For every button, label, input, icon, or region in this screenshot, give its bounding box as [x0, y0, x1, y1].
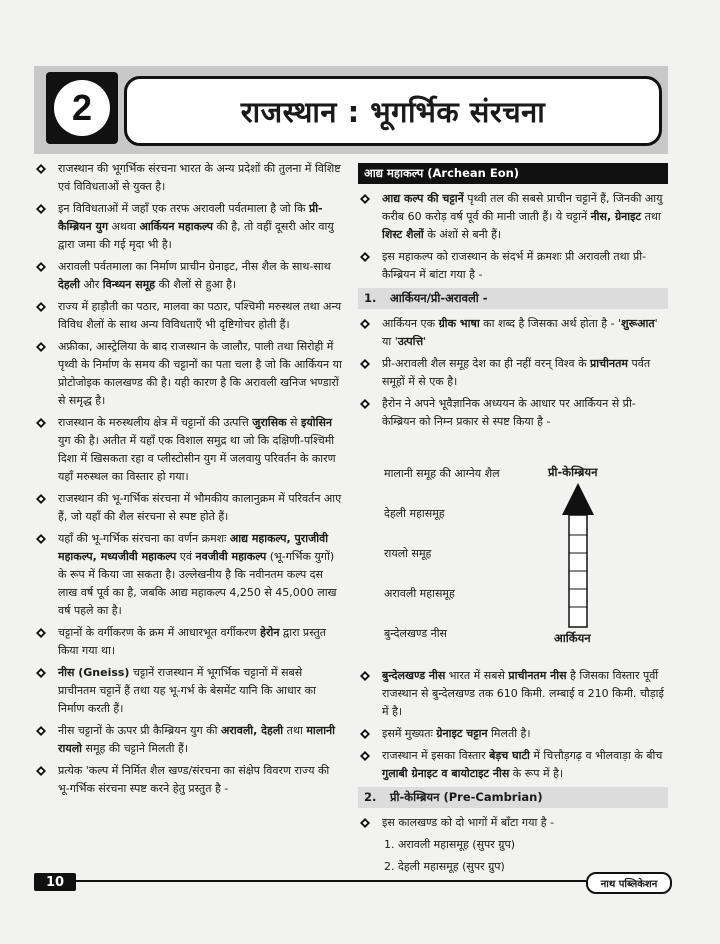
- bold-term: इयोसिन: [300, 416, 332, 429]
- diagram-label: अरावली महासमूह: [384, 587, 455, 600]
- diamond-bullet-icon: [36, 164, 46, 174]
- bullet-text: है जिसका विस्तार पूर्वी राजस्थान से बुन्देलखण्ड तक 610 किमी. लम्बाई व 210 किमी. चौड़ाई में है।: [382, 669, 664, 718]
- bold-term: गुलाबी ग्रेनाइट व बायोटाइट नीस: [382, 767, 510, 780]
- bullet-text: से: [286, 416, 301, 429]
- bullet-text: इन विविधताओं में जहाँ एक तरफ अरावली पर्वतमाला है जो कि: [58, 202, 309, 215]
- diamond-bullet-icon: [360, 359, 370, 369]
- bold-term: प्राचीनतम नीस: [508, 669, 567, 682]
- bold-term: नवजीवी महाकल्प: [195, 550, 267, 563]
- bullet-text: राजस्थान की भूगर्भिक संरचना भारत के अन्य प्रदेशों की तुलना में विशिष्ट एवं विविधताओं से युक्त है।: [58, 162, 341, 193]
- diagram-bottom-label: आर्कियन: [554, 631, 591, 645]
- bold-term: शुरूआत: [621, 317, 655, 330]
- bullet-text: तथा: [641, 210, 661, 223]
- bold-term: अरावली, देहली: [220, 724, 284, 737]
- list-item: 1. अरावली महासमूह (सुपर ग्रुप): [384, 838, 515, 851]
- bullet-text: इसमें मुख्यतः: [382, 727, 437, 740]
- bold-term: ग्रेनाइट चट्टान: [436, 727, 488, 740]
- list-item: 2. देहली महासमूह (सुपर ग्रुप): [384, 860, 505, 873]
- bullet-item: [34, 414, 342, 486]
- bullet-text: एवं: [176, 550, 196, 563]
- bullet-item: [358, 355, 668, 391]
- bullet-item: [358, 814, 668, 832]
- footer-rule: [76, 880, 586, 882]
- bold-term: शिस्ट शैलों: [382, 228, 424, 241]
- bold-term: बुन्देलखण्ड नीस: [382, 669, 446, 682]
- bold-term: जुरासिक: [252, 416, 287, 429]
- diamond-bullet-icon: [36, 204, 46, 214]
- bullet-text: अफ्रीका, आस्ट्रेलिया के बाद राजस्थान के जालौर, पाली तथा सिरोही में पृथ्वी के निर्माण के समय की चट्टानों का पता चला है जो कि आर्कियन या प्रोटोजोइक कालखण्ड की है। यही कारण है कि अरावली खनिज भण्डारों से समृद्ध है।: [58, 340, 342, 407]
- bullet-text: समूह की चट्टाने मिलती हैं।: [82, 742, 189, 755]
- bullet-item: [358, 315, 668, 351]
- bullet-text: की शैलों से हुआ है।: [155, 278, 237, 291]
- diamond-bullet-icon: [360, 751, 370, 761]
- diamond-bullet-icon: [360, 319, 370, 329]
- diamond-bullet-icon: [36, 342, 46, 352]
- bullet-item: [358, 395, 668, 431]
- bullet-text: पर्वत समूहों में से एक है।: [382, 357, 651, 388]
- bullet-text: राजस्थान की भू-गर्भिक संरचना में भौमकीय कालानुक्रम में परिवर्तन आए हैं, जो यहाँ की शैल संरचना से स्पष्ट होते हैं।: [58, 492, 342, 523]
- bullet-item: [34, 298, 342, 334]
- bullet-item: [34, 624, 342, 660]
- bullet-text: के रूप में है।: [509, 767, 564, 780]
- subsection-number: 1.: [364, 291, 377, 305]
- chapter-title: राजस्थान : भूगर्भिक संरचना: [124, 76, 662, 146]
- bullet-text: (भू-गर्भिक युगों) के रूप में किया जा सकता है। उल्लेखनीय है कि नवीनतम कल्प दस लाख वर्ष पूर्व का है, जबकि आद्य महाकल्प 4,250 से 45,000 लाख वर्ष पहले का है।: [58, 550, 337, 617]
- up-arrow-icon: [558, 483, 598, 629]
- bullet-item: [34, 338, 342, 410]
- bold-term: मालानी रायलो: [58, 724, 336, 755]
- bullet-text: अरावली पर्वतमाला का निर्माण प्राचीन ग्रेनाइट, नीस शैल के साथ-साथ: [58, 260, 331, 273]
- bullet-text: चट्टानों के वर्गीकरण के क्रम में आधारभूत वर्गीकरण: [58, 626, 261, 639]
- publisher-badge: नाथ पब्लिकेशन: [586, 872, 672, 894]
- bullet-text: प्री-अरावली शैल समूह देश का ही नहीं वरन् विश्व के: [382, 357, 591, 370]
- diamond-bullet-icon: [36, 668, 46, 678]
- bullet-text: आर्कियन एक: [382, 317, 439, 330]
- diamond-bullet-icon: [36, 494, 46, 504]
- bold-term: बेड़च घाटी: [489, 749, 530, 762]
- bold-term: प्री-कैम्ब्रियन युग: [58, 202, 323, 233]
- diagram-label: मालानी समूह की आग्नेय शैल: [384, 467, 500, 480]
- bullet-item: [34, 160, 342, 196]
- diamond-bullet-icon: [36, 628, 46, 638]
- bold-term: नीस (Gneiss): [58, 666, 130, 679]
- bold-term: विन्ध्यन समूह: [102, 278, 156, 291]
- bullet-text: हैरोन ने अपने भूवैज्ञानिक अध्ययन के आधार पर आर्कियन से प्री-केम्ब्रियन को निम्न प्रकार से स्पष्ट किया है -: [382, 397, 636, 428]
- diamond-bullet-icon: [360, 671, 370, 681]
- bold-term: नीस, ग्रेनाइट: [590, 210, 642, 223]
- diagram-label: बुन्देलखण्ड नीस: [384, 627, 447, 640]
- diagram-label: रायलो समूह: [384, 547, 432, 560]
- chapter-badge: [46, 72, 118, 144]
- bullet-text: राजस्थान में इसका विस्तार: [382, 749, 490, 762]
- bullet-item: [34, 490, 342, 526]
- diamond-bullet-icon: [36, 262, 46, 272]
- diamond-bullet-icon: [36, 302, 46, 312]
- bullet-text: तथा: [283, 724, 307, 737]
- bullet-text: की है, तो वहीं दूसरी ओर वायु द्वारा जमा की गई मृदा भी है।: [58, 220, 334, 251]
- bold-term: आद्य कल्प की चट्टानें: [382, 192, 464, 205]
- bullet-text: इस कालखण्ड को दो भागों में बाँटा गया है -: [382, 816, 555, 829]
- chapter-number: 2: [54, 80, 110, 136]
- diamond-bullet-icon: [360, 252, 370, 262]
- bullet-item: [34, 258, 342, 294]
- bundelkhand-bullets: [358, 667, 668, 783]
- subsection-title: आर्कियन/प्री-अरावली -: [390, 291, 488, 305]
- bullet-text: इस महाकल्प को राजस्थान के संदर्भ में क्रमशः प्री अरावली तथा प्री-कैम्ब्रियन में बांटा गया है -: [382, 250, 647, 281]
- bold-term: देहली: [58, 278, 80, 291]
- rock-sequence-diagram: [358, 439, 668, 661]
- bullet-item: [34, 722, 342, 758]
- bold-term: प्राचीनतम: [590, 357, 628, 370]
- bullet-text: द्वारा प्रस्तुत किया गया था।: [58, 626, 327, 657]
- bullet-item: [358, 667, 668, 721]
- diamond-bullet-icon: [360, 818, 370, 828]
- right-column: [358, 163, 668, 880]
- bullet-item: [34, 530, 342, 620]
- bullet-text: प्रत्येक 'कल्प में निर्मित शैल खण्ड/संरचना का संक्षेप विवरण राज्य की भू-गर्भिक संरचना स्पष्ट करने हेतु प्रस्तुत है -: [58, 764, 330, 795]
- subsection-heading-precambrian: [358, 787, 668, 808]
- bullet-item: [358, 190, 668, 244]
- diamond-bullet-icon: [36, 534, 46, 544]
- bullet-text: पृथ्वी तल की सबसे प्राचीन चट्टानें हैं, जिनकी आयु करीब 60 करोड़ वर्ष पूर्व की मानी जाती हैं। ये चट्टानें: [382, 192, 663, 223]
- bullet-item: [358, 747, 668, 783]
- bold-term: आर्कियन महाकल्प: [139, 220, 213, 233]
- precambrian-bullets: [358, 814, 668, 832]
- diamond-bullet-icon: [360, 194, 370, 204]
- bullet-item: [358, 725, 668, 743]
- subsection-number: 2.: [364, 790, 377, 804]
- bold-term: उत्पत्ति: [397, 335, 424, 348]
- diamond-bullet-icon: [36, 766, 46, 776]
- bullet-text: अथवा: [108, 220, 140, 233]
- left-column: [34, 160, 342, 802]
- bullet-text: चट्टानें राजस्थान में भूगर्भिक चट्टानों में सबसे प्राचीनतम चट्टानें हैं तथा यह भू-गर्भ के बेसमेंट यानि कि आधार का निर्माण करती हैं।: [58, 666, 316, 715]
- bullet-text: राज्य में हाड़ौती का पठार, मालवा का पठार, पश्चिमी मरुस्थल तथा अन्य विविध शैलों के साथ अन्य विविधताएँ भी दृष्टिगोचर होती हैं।: [58, 300, 342, 331]
- diagram-label: देहली महासमूह: [384, 507, 445, 520]
- subsection-title: प्री-केम्ब्रियन (Pre-Cambrian): [390, 790, 543, 804]
- bullet-text: के अंशों से बनी हैं।: [423, 228, 502, 241]
- bullet-text: ': [423, 335, 427, 348]
- bullet-text: और: [80, 278, 103, 291]
- section-heading: आद्य महाकल्प (Archean Eon): [358, 163, 668, 184]
- bullet-text: ' या ': [382, 317, 658, 348]
- subsection-heading-archean: [358, 288, 668, 309]
- diamond-bullet-icon: [360, 399, 370, 409]
- bullet-text: भारत में सबसे: [445, 669, 509, 682]
- bullet-text: मिलती है।: [487, 727, 531, 740]
- page-number: 10: [34, 873, 76, 891]
- bullet-item: [358, 248, 668, 284]
- bullet-text: में चित्तौड़गढ़ व भीलवाड़ा के बीच: [529, 749, 663, 762]
- diamond-bullet-icon: [360, 729, 370, 739]
- bold-term: हेरोन: [260, 626, 280, 639]
- bold-term: ग्रीक भाषा: [438, 317, 480, 330]
- bold-term: आद्य महाकल्प, पुराजीवी महाकल्प, मध्यजीवी महाकल्प: [58, 532, 329, 563]
- bullet-item: [34, 762, 342, 798]
- bullet-text: युग की है। अतीत में यहाँ एक विशाल समुद्र था जो कि दक्षिणी-पश्चिमी दिशा में खिसकता रहा व प्लीस्टोसीन युग में जलवायु परिवर्तन के कारण यहाँ मरुस्थल का विस्तार हो गया।: [58, 434, 336, 483]
- diagram-top-label: प्री-केम्ब्रियन: [548, 465, 598, 479]
- bullet-text: नीस चट्टानों के ऊपर प्री कैम्ब्रियन युग की: [58, 724, 221, 737]
- intro-bullets: [358, 190, 668, 284]
- bullet-item: [34, 664, 342, 718]
- bullet-text: यहाँ की भू-गर्भिक संरचना का वर्णन क्रमशः: [58, 532, 230, 545]
- bullet-text: राजस्थान के मरुस्थलीय क्षेत्र में चट्टानों की उत्पत्ति: [58, 416, 253, 429]
- archean-bullets: [358, 315, 668, 431]
- bullet-text: का शब्द है जिसका अर्थ होता है - ': [479, 317, 622, 330]
- diamond-bullet-icon: [36, 726, 46, 736]
- diamond-bullet-icon: [36, 418, 46, 428]
- bullet-item: [34, 200, 342, 254]
